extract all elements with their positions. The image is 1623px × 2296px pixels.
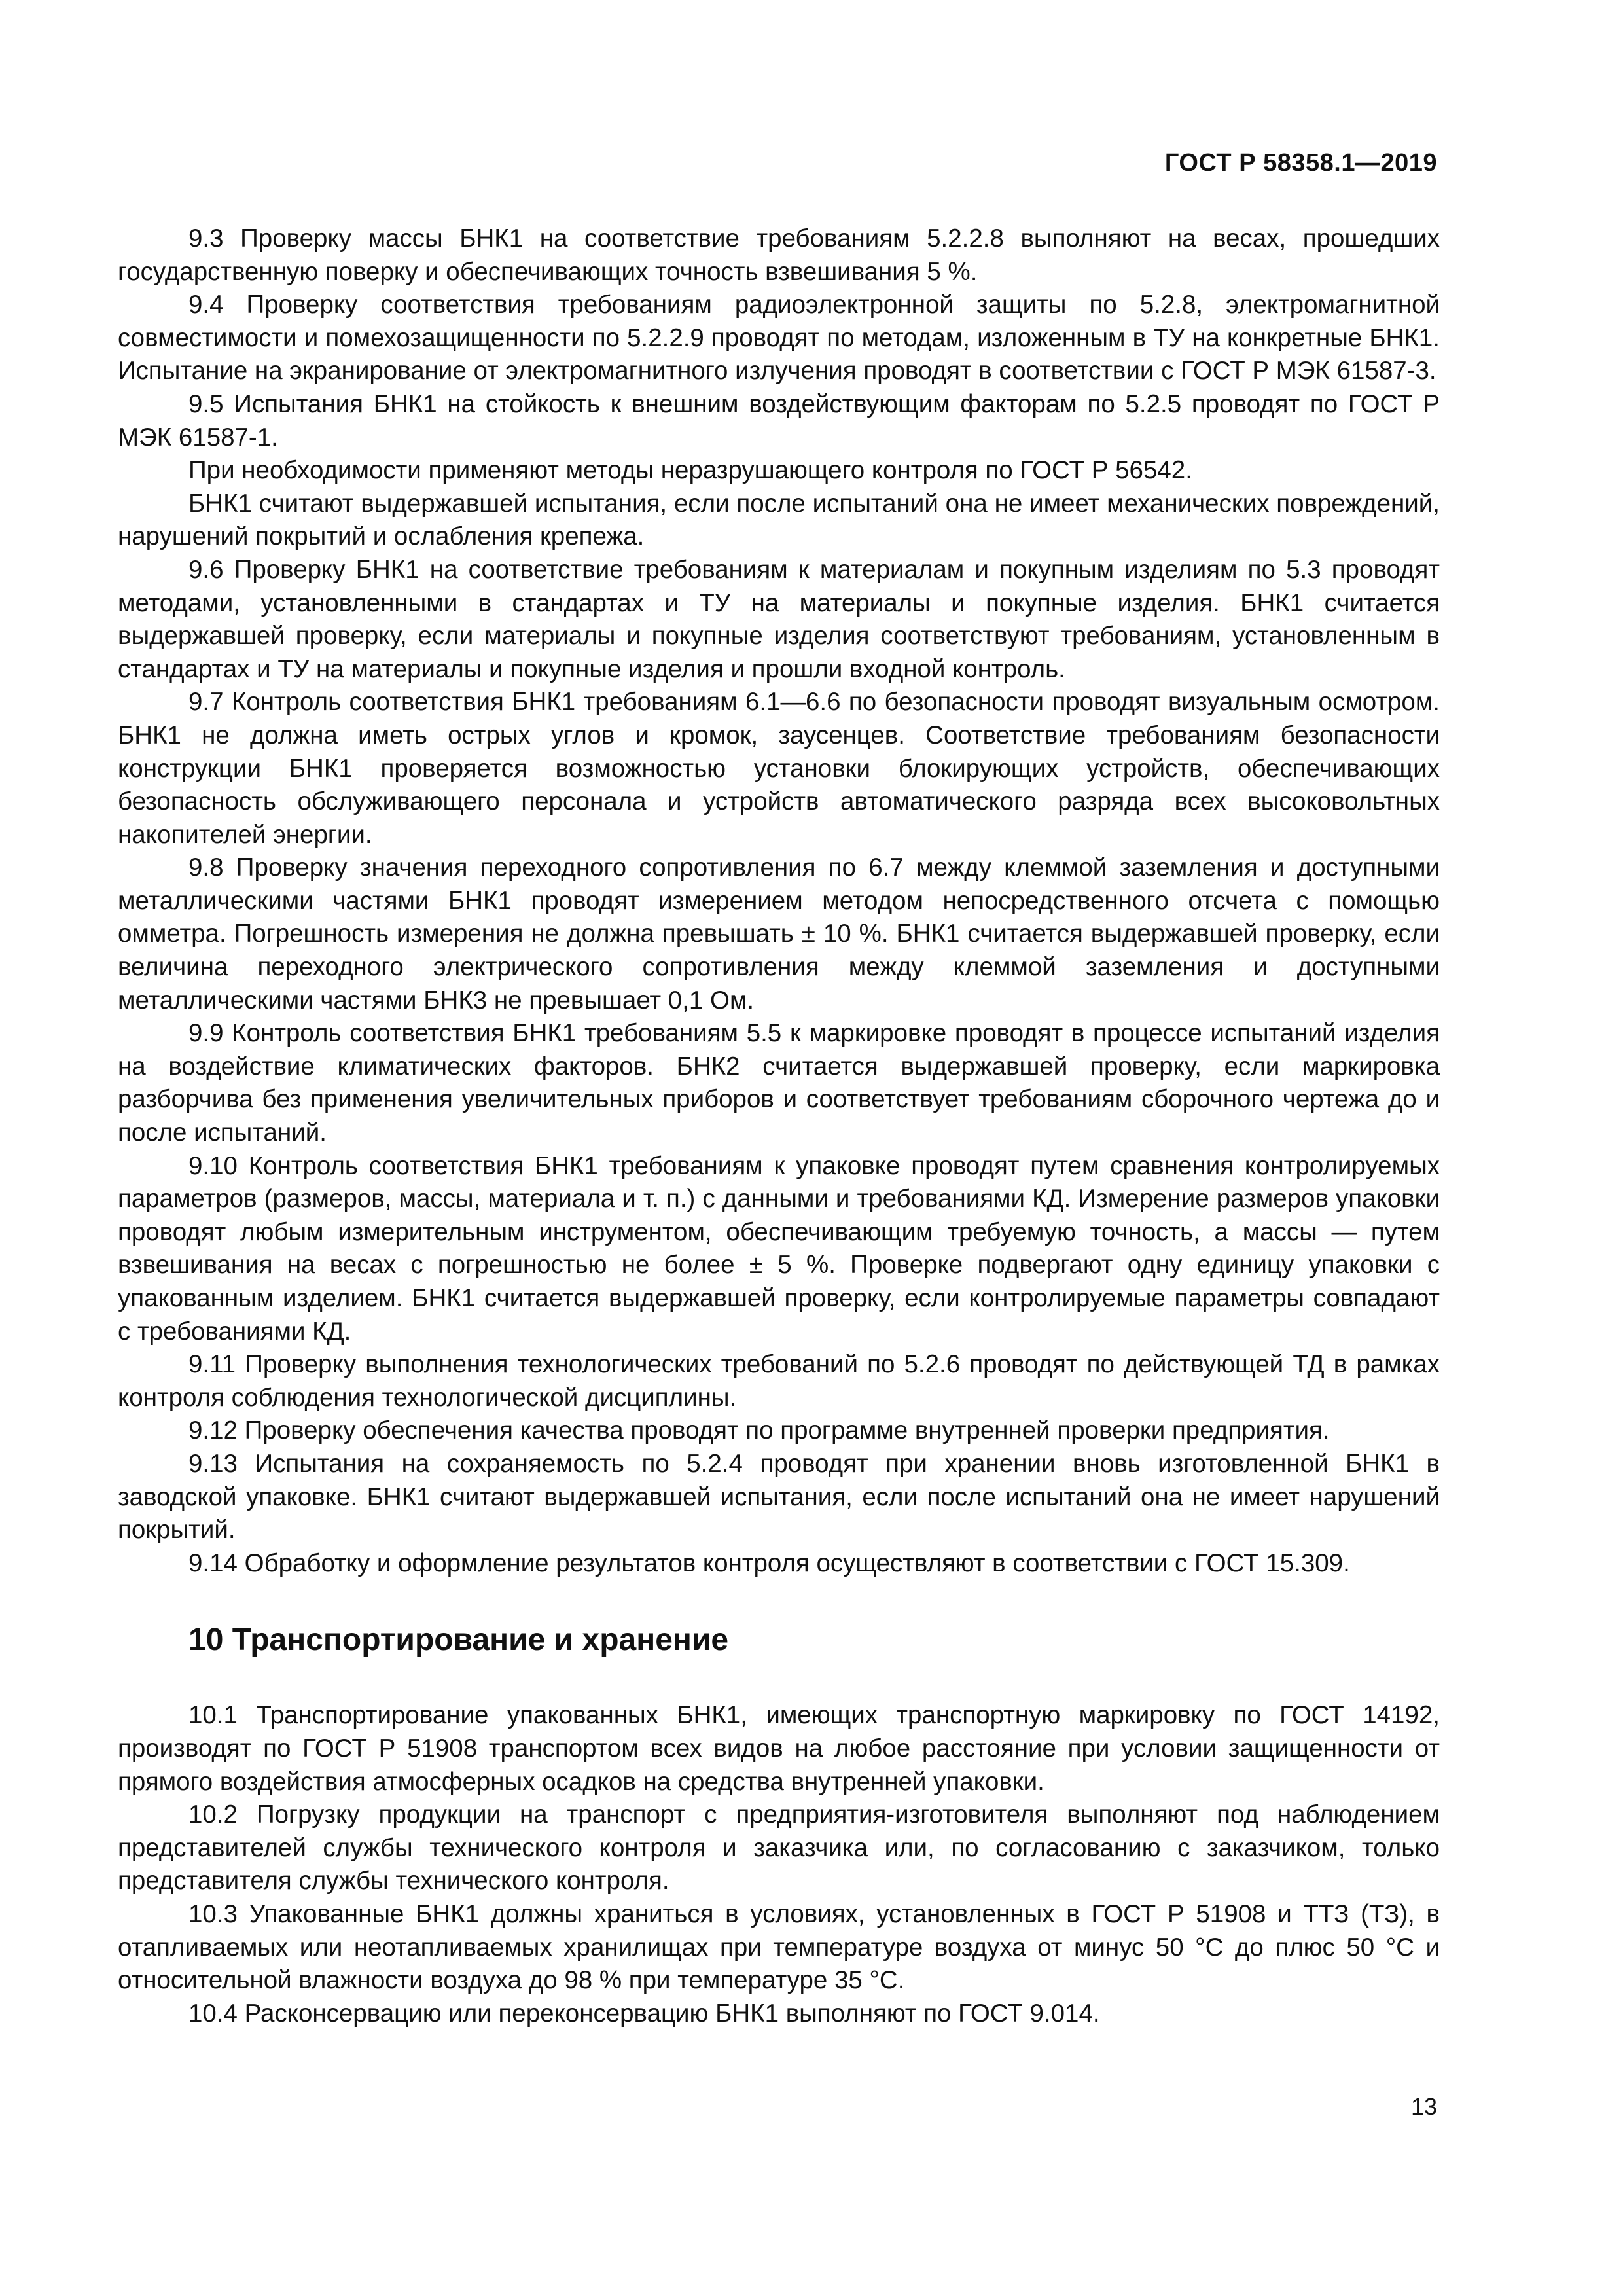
paragraph-9-12: 9.12 Проверку обеспечения качества проводят по программе внутренней проверки предприятия.: [188, 1416, 1330, 1445]
paragraph-9-6: 9.6 Проверку БНК1 на соответствие требованиям к материалам и покупным изделиям по 5.3 проводят методами, установленными в стандартах и ТУ на материалы и покупные изделия. БНК1 считается выдержавшей проверку, если материалы и покупные изделия соответствуют требованиям, установленным в стандартах и ТУ на материалы и покупные изделия и прошли входной контроль.: [118, 555, 1440, 683]
section-9-continuation: [118, 223, 1440, 1580]
paragraph-9-14: 9.14 Обработку и оформление результатов контроля осуществляют в соответствии с ГОСТ 15.309.: [188, 1549, 1350, 1577]
paragraph-9-13: 9.13 Испытания на сохраняемость по 5.2.4 проводят при хранении вновь изготовленной БНК1 в заводской упаковке. БНК1 считают выдержавшей испытания, если после испытаний она не имеет нарушений покрытий.: [118, 1449, 1440, 1545]
paragraph-9-4: 9.4 Проверку соответствия требованиям радиоэлектронной защиты по 5.2.8, электромагнитной совместимости и помехозащищенности по 5.2.2.9 проводят по методам, изложенным в ТУ на конкретные БНК1. Испытание на экранирование от электромагнитного излучения проводят в соответствии с ГОСТ Р МЭК 61587-3.: [118, 291, 1440, 386]
paragraph-9-11: 9.11 Проверку выполнения технологических требований по 5.2.6 проводят по действующей ТД в рамках контроля соблюдения технологической дисциплины.: [118, 1350, 1440, 1412]
section-10: [118, 1699, 1440, 2030]
paragraph-9-5-ndt: При необходимости применяют методы неразрушающего контроля по ГОСТ Р 56542.: [188, 456, 1192, 485]
paragraph-10-3: 10.3 Упакованные БНК1 должны храниться в условиях, установленных в ГОСТ Р 51908 и ТТЗ (ТЗ), в отапливаемых или неотапливаемых хранилищах при температуре воздуха от минус 50 °С до плюс 50 °С и относительной влажности воздуха до 98 % при температуре 35 °С.: [118, 1899, 1440, 1995]
paragraph-9-3: 9.3 Проверку массы БНК1 на соответствие требованиям 5.2.2.8 выполняют на весах, прошедших государственную поверку и обеспечивающих точность взвешивания 5 %.: [118, 224, 1440, 286]
paragraph-10-2: 10.2 Погрузку продукции на транспорт с предприятия-изготовителя выполняют под наблюдением представителей службы технического контроля и заказчика или, по согласованию с заказчиком, только представителя службы технического контроля.: [118, 1801, 1440, 1895]
paragraph-10-4: 10.4 Расконсервацию или переконсервацию БНК1 выполняют по ГОСТ 9.014.: [188, 1999, 1100, 2028]
paragraph-9-9: 9.9 Контроль соответствия БНК1 требованиям 5.5 к маркировке проводят в процессе испытаний изделия на воздействие климатических факторов. БНК2 считается выдержавшей проверку, если маркировка разборчива без применения увеличительных приборов и соответствует требованиям сборочного чертежа до и после испытаний.: [118, 1019, 1440, 1147]
paragraph-9-5-pass: БНК1 считают выдержавшей испытания, если после испытаний она не имеет механических повреждений, нарушений покрытий и ослабления крепежа.: [118, 489, 1440, 551]
paragraph-10-1: 10.1 Транспортирование упакованных БНК1, имеющих транспортную маркировку по ГОСТ 14192, производят по ГОСТ Р 51908 транспортом всех видов на любое расстояние при условии защищенности от прямого воздействия атмосферных осадков на средства внутренней упаковки.: [118, 1701, 1440, 1796]
page-number: 13: [1410, 2093, 1437, 2120]
page-content: [118, 223, 1440, 2030]
section-10-heading: 10 Транспортирование и хранение: [188, 1623, 729, 1658]
paragraph-9-10: 9.10 Контроль соответствия БНК1 требованиям к упаковке проводят путем сравнения контролируемых параметров (размеров, массы, материала и т. п.) с данными и требованиями КД. Измерение размеров упаковки проводят любым измерительным инструментом, обеспечивающим требуемую точность, а массы — путем взвешивания на весах с погрешностью не более ± 5 %. Проверке подвергают одну единицу упаковки с упакованным изделием. БНК1 считается выдержавшей проверку, если контролируемые параметры совпадают с требованиями КД.: [118, 1151, 1440, 1346]
document-header-id: ГОСТ Р 58358.1—2019: [1164, 149, 1437, 177]
paragraph-9-7: 9.7 Контроль соответствия БНК1 требованиям 6.1—6.6 по безопасности проводят визуальным осмотром. БНК1 не должна иметь острых углов и кромок, заусенцев. Соответствие требованиям безопасности конструкции БНК1 проверяется возможностью установки блокирующих устройств, обеспечивающих безопасность обслуживающего персонала и устройств автоматического разряда всех высоковольтных накопителей энергии.: [118, 688, 1440, 849]
paragraph-9-8: 9.8 Проверку значения переходного сопротивления по 6.7 между клеммой заземления и доступными металлическими частями БНК1 проводят измерением методом непосредственного отсчета с помощью омметра. Погрешность измерения не должна превышать ± 10 %. БНК1 считается выдержавшей проверку, если величина переходного электрического сопротивления между клеммой заземления и доступными металлическими частями БНК3 не превышает 0,1 Ом.: [118, 853, 1440, 1014]
paragraph-9-5: 9.5 Испытания БНК1 на стойкость к внешним воздействующим факторам по 5.2.5 проводят по ГОСТ Р МЭК 61587-1.: [118, 389, 1440, 452]
